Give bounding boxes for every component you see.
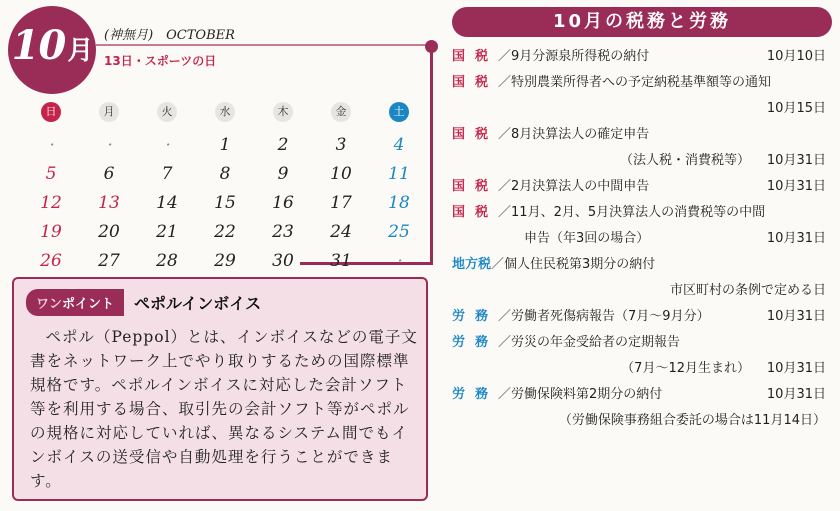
calendar-week xyxy=(22,246,428,275)
tax-item-cont-text: （7月～12月生まれ） xyxy=(621,361,750,376)
tax-item-date: 10月31日 xyxy=(766,231,826,246)
calendar-day: 10 xyxy=(330,163,352,184)
onepoint-tag: ワンポイント xyxy=(26,289,124,316)
weekday-thu: 木 xyxy=(273,102,293,122)
tax-item-text: 労働者死傷病報告（7月～9月分） xyxy=(511,309,710,324)
tax-item-date: 10月31日 xyxy=(766,309,826,324)
tax-item-text: 個人住民税第3期分の納付 xyxy=(504,257,656,272)
calendar-day: 29 xyxy=(214,250,236,271)
tax-category: 国税 xyxy=(452,179,499,194)
tax-note: （労働保険事務組合委託の場合は11月14日） xyxy=(558,413,826,428)
calendar-day: 17 xyxy=(330,192,352,213)
calendar-day: 27 xyxy=(98,250,120,271)
holiday-note: 13日・スポーツの日 xyxy=(104,54,217,68)
calendar-day: 19 xyxy=(40,221,62,242)
calendar-day: 15 xyxy=(214,192,236,213)
calendar-day: 11 xyxy=(388,163,410,184)
calendar-day: 7 xyxy=(161,163,173,184)
tax-item: 国税／特別農業所得者への予定納税基準額等の通知 xyxy=(452,75,772,90)
tax-schedule-list xyxy=(452,44,832,434)
calendar-day: 31 xyxy=(330,250,352,271)
calendar-day: 18 xyxy=(388,192,410,213)
calendar-day: 3 xyxy=(335,134,347,155)
calendar-week xyxy=(22,188,428,217)
tax-item-date: 10月31日 xyxy=(766,361,826,376)
calendar-grid xyxy=(22,98,428,275)
tax-item: 労務／労働者死傷病報告（7月～9月分） 10月31日 xyxy=(452,304,832,330)
tax-category: 国税 xyxy=(452,75,499,90)
tax-item-text: 労働保険料第2期分の納付 xyxy=(511,387,663,402)
weekday-tue: 火 xyxy=(157,102,177,122)
tax-category: 国税 xyxy=(452,205,499,220)
calendar-week xyxy=(22,130,428,159)
calendar-day: 5 xyxy=(45,163,57,184)
weekday-mon: 月 xyxy=(99,102,119,122)
tax-category: 地方税 xyxy=(452,257,492,272)
tax-item-continuation xyxy=(452,226,832,252)
tax-item-text: 労災の年金受給者の定期報告 xyxy=(511,335,681,350)
calendar-day: 22 xyxy=(214,221,236,242)
weekday-header xyxy=(22,98,428,124)
month-number: 10月 xyxy=(11,22,93,69)
tax-item: 労務／労働保険料第2期分の納付 10月31日 xyxy=(452,382,832,408)
tax-item: 国税／8月決算法人の確定申告 xyxy=(452,127,650,142)
month-subtitle: (神無月) OCTOBER xyxy=(104,28,235,43)
calendar-day: 16 xyxy=(272,192,294,213)
calendar-vertical-rule xyxy=(430,44,433,264)
tax-item-date: 10月31日 xyxy=(766,179,826,194)
tax-item-date: 市区町村の条例で定める日 xyxy=(669,283,826,298)
tax-item-continuation xyxy=(452,356,832,382)
calendar-day: 2 xyxy=(277,134,289,155)
tax-item-text: 2月決算法人の中間申告 xyxy=(511,179,650,194)
calendar-week xyxy=(22,159,428,188)
calendar-day: 20 xyxy=(98,221,120,242)
tax-item-text: 11月、2月、5月決算法人の消費税等の中間 xyxy=(511,205,766,220)
calendar-day: 30 xyxy=(272,250,294,271)
tax-item-date: 10月10日 xyxy=(766,49,826,64)
tax-item: 国税／11月、2月、5月決算法人の消費税等の中間 xyxy=(452,205,766,220)
weekday-sat: 土 xyxy=(389,102,409,122)
calendar-day: 26 xyxy=(40,250,62,271)
tax-item-continuation xyxy=(452,148,832,174)
tax-item: 地方税／個人住民税第3期分の納付 xyxy=(452,257,656,272)
calendar-day: 1 xyxy=(219,134,231,155)
tax-category: 労務 xyxy=(452,309,499,324)
weekday-fri: 金 xyxy=(331,102,351,122)
tax-item-date: 10月31日 xyxy=(766,153,826,168)
tax-item-text: 特別農業所得者への予定納税基準額等の通知 xyxy=(511,75,772,90)
tax-category: 労務 xyxy=(452,387,499,402)
tax-item-cont-text: （法人税・消費税等） xyxy=(619,153,750,168)
tax-category: 国税 xyxy=(452,49,499,64)
calendar-day: ・ xyxy=(44,138,57,152)
calendar-day: 23 xyxy=(272,221,294,242)
calendar-day: 6 xyxy=(103,163,115,184)
tax-item-date: 10月15日 xyxy=(766,101,826,116)
weekday-sun: 日 xyxy=(41,102,61,122)
tax-title-banner: 10月の税務と労務 xyxy=(452,7,832,37)
weekday-wed: 水 xyxy=(215,102,235,122)
calendar-day: 4 xyxy=(393,134,405,155)
calendar-rule xyxy=(96,44,426,46)
tax-item-date: 10月31日 xyxy=(766,387,826,402)
calendar-week xyxy=(22,217,428,246)
calendar-day: 8 xyxy=(219,163,231,184)
month-badge xyxy=(8,6,96,94)
tax-item: 国税／2月決算法人の中間申告 10月31日 xyxy=(452,174,832,200)
calendar-day: 12 xyxy=(40,192,62,213)
calendar-day: ・ xyxy=(102,138,115,152)
onepoint-title xyxy=(26,289,261,315)
onepoint-box xyxy=(12,277,428,501)
calendar-day-holiday: 13 xyxy=(98,192,120,213)
calendar-day: 24 xyxy=(330,221,352,242)
onepoint-heading: ペポルインボイス xyxy=(134,293,262,313)
tax-item-text: 8月決算法人の確定申告 xyxy=(511,127,650,142)
calendar-day: 25 xyxy=(388,221,410,242)
onepoint-body: ペポル（Peppol）とは、インボイスなどの電子文書をネットワーク上でやり取りするための国際標準規格です。ペポルインボイスに対応した会計ソフト等を利用する場合、取引先の会計ソフト等がペポルの規格に対応していれば、異なるシステム間でもインボイスの送受信や自動処理を行うことができます。 xyxy=(30,328,418,490)
tax-item-cont-text: 申告（年3回の場合） xyxy=(524,231,650,246)
calendar-day: ・ xyxy=(392,254,405,268)
calendar-day: ・ xyxy=(160,138,173,152)
tax-item-text: 9月分源泉所得税の納付 xyxy=(511,49,650,64)
tax-category: 労務 xyxy=(452,335,499,350)
calendar-day: 28 xyxy=(156,250,178,271)
tax-item: 労務／労災の年金受給者の定期報告 xyxy=(452,335,681,350)
calendar-day: 14 xyxy=(156,192,178,213)
tax-category: 国税 xyxy=(452,127,499,142)
calendar-day: 9 xyxy=(277,163,289,184)
calendar-day: 21 xyxy=(156,221,178,242)
tax-item: 国税／9月分源泉所得税の納付 10月10日 xyxy=(452,44,832,70)
